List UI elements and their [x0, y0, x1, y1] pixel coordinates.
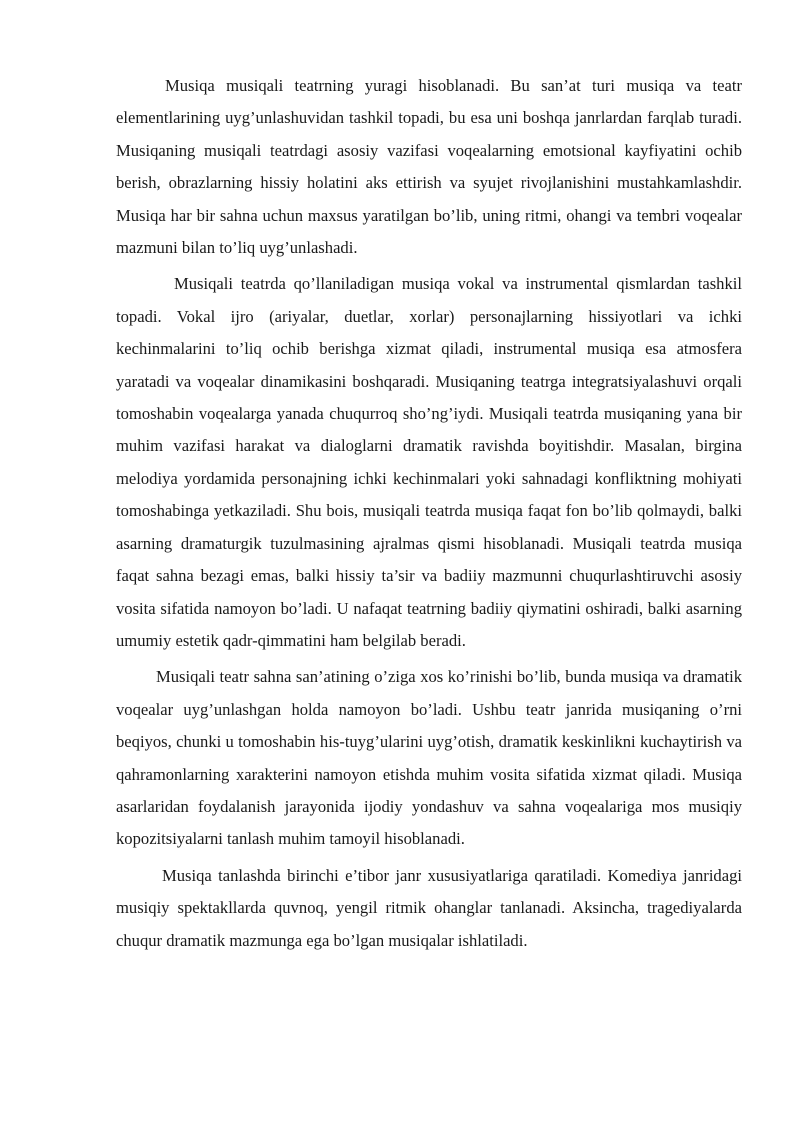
paragraph-1: Musiqa musiqali teatrning yuragi hisoblanadi. Bu san’at turi musiqa va teatr elementlarining uyg’unlashuvidan tashkil topadi, bu esa uni boshqa janrlardan farqlab turadi. Musiqaning musiqali teatrdagi asosiy vazifasi voqealarning emotsional kayfiyatini ochib berish, obrazlarning hissiy holatini aks ettirish va syujet rivojlanishini mustahkamlashdir. Musiqa har bir sahna uchun maxsus yaratilgan bo’lib, uning ritmi, ohangi va tembri voqealar mazmuni bilan to’liq uyg’unlashadi.	[116, 76, 742, 258]
paragraph-4: Musiqa tanlashda birinchi e’tibor janr xususiyatlariga qaratiladi. Komediya janridagi musiqiy spektakllarda quvnoq, yengil ritmik ohanglar tanlanadi. Aksincha, tragediyalarda chuqur dramatik mazmunga ega bo’lgan musiqalar ishlatiladi.	[116, 865, 742, 950]
paragraph-2: Musiqali teatrda qo’llaniladigan musiqa vokal va instrumental qismlardan tashkil topadi. Vokal ijro (ariyalar, duetlar, xorlar) personajlarning hissiyotlari va ichki kechinmalarini to’liq ochib berishga xizmat qiladi, instrumental musiqa esa atmosfera yaratadi va voqealar dinamikasini boshqaradi. Musiqaning teatrga integratsiyalashuvi orqali tomoshabin voqealarga yanada chuqurroq sho’ng’iydi. Musiqali teatrda musiqaning yana bir muhim vazifasi harakat va dialoglarni dramatik ravishda boyitishdir. Masalan, birgina melodiya yordamida personajning ichki kechinmalari yoki sahnadagi konfliktning mohiyati tomoshabinga yetkaziladi. Shu bois, musiqali teatrda musiqa faqat fon bo’lib qolmaydi, balki asarning dramaturgik tuzulmasining ajralmas qismi hisoblanadi. Musiqali teatrda musiqa faqat sahna bezagi emas, balki hissiy ta’sir va badiiy mazmunni chuqurlashtiruvchi asosiy vosita sifatida namoyon bo’ladi. U nafaqat teatrning badiiy qiymatini oshiradi, balki asarning umumiy estetik qadr-qimmatini ham belgilab beradi.	[116, 274, 742, 650]
paragraph-3: Musiqali teatr sahna san’atining o’ziga xos ko’rinishi bo’lib, bunda musiqa va dramatik voqealar uyg’unlashgan holda namoyon bo’ladi. Ushbu teatr janrida musiqaning o’rni beqiyos, chunki u tomoshabin his-tuyg’ularini uyg’otish, dramatik keskinlikni kuchaytirish va qahramonlarning xarakterini namoyon etishda muhim vosita sifatida xizmat qiladi. Musiqa asarlaridan foydalanish jarayonida ijodiy yondashuv va sahna voqealariga mos musiqiy kopozitsiyalarni tanlash muhim tamoyil hisoblanadi.	[116, 667, 742, 849]
document-body	[116, 70, 742, 961]
